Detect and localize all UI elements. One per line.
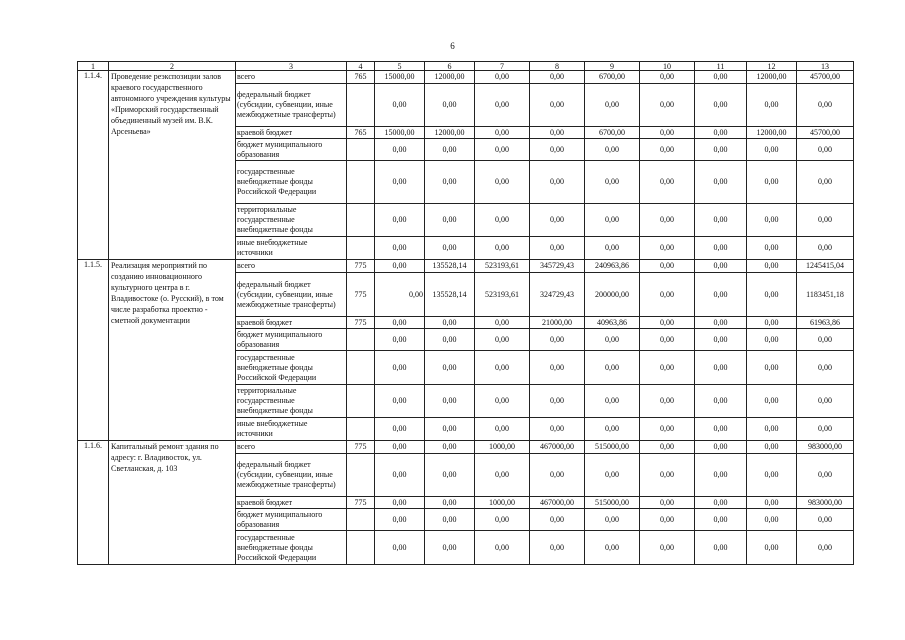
amount-cell: 0,00 — [695, 71, 747, 84]
amount-cell: 0,00 — [797, 204, 854, 237]
amount-cell: 0,00 — [475, 237, 530, 260]
amount-cell: 6700,00 — [585, 127, 640, 139]
table-row — [78, 441, 854, 454]
amount-cell: 0,00 — [797, 237, 854, 260]
funding-source: иные внебюджетные источники — [236, 418, 347, 441]
column-header: 9 — [585, 62, 640, 71]
amount-cell: 0,00 — [695, 531, 747, 565]
funding-source: бюджет муниципального образования — [236, 139, 347, 161]
amount-cell: 0,00 — [475, 139, 530, 161]
amount-cell: 0,00 — [695, 385, 747, 418]
amount-cell: 345729,43 — [530, 260, 585, 273]
page-number: 6 — [450, 41, 455, 51]
amount-cell: 0,00 — [475, 161, 530, 204]
amount-cell: 0,00 — [375, 385, 425, 418]
amount-cell: 523193,61 — [475, 273, 530, 317]
amount-cell: 467000,00 — [530, 441, 585, 454]
amount-cell: 0,00 — [695, 127, 747, 139]
amount-cell: 0,00 — [425, 204, 475, 237]
code-cell — [347, 509, 375, 531]
budget-table-body — [78, 62, 854, 565]
amount-cell: 0,00 — [640, 329, 695, 351]
amount-cell: 45700,00 — [797, 127, 854, 139]
funding-source: всего — [236, 71, 347, 84]
amount-cell: 0,00 — [425, 385, 475, 418]
budget-table — [77, 61, 854, 565]
amount-cell: 0,00 — [375, 418, 425, 441]
amount-cell: 0,00 — [375, 531, 425, 565]
amount-cell: 0,00 — [585, 161, 640, 204]
amount-cell: 0,00 — [375, 454, 425, 497]
amount-cell: 0,00 — [640, 351, 695, 385]
amount-cell: 0,00 — [425, 509, 475, 531]
amount-cell: 12000,00 — [747, 127, 797, 139]
funding-source: всего — [236, 441, 347, 454]
amount-cell: 40963,86 — [585, 317, 640, 329]
amount-cell: 12000,00 — [425, 127, 475, 139]
amount-cell: 0,00 — [375, 351, 425, 385]
amount-cell: 0,00 — [695, 351, 747, 385]
amount-cell: 0,00 — [695, 454, 747, 497]
amount-cell: 0,00 — [747, 204, 797, 237]
funding-source: бюджет муниципального образования — [236, 329, 347, 351]
amount-cell: 0,00 — [695, 317, 747, 329]
amount-cell: 0,00 — [530, 418, 585, 441]
amount-cell: 0,00 — [640, 509, 695, 531]
measure-code: 1.1.6. — [78, 441, 109, 565]
amount-cell: 0,00 — [585, 531, 640, 565]
amount-cell: 0,00 — [530, 71, 585, 84]
code-cell — [347, 531, 375, 565]
amount-cell: 0,00 — [747, 317, 797, 329]
amount-cell: 0,00 — [747, 418, 797, 441]
amount-cell: 0,00 — [747, 509, 797, 531]
amount-cell: 983000,00 — [797, 497, 854, 509]
amount-cell: 467000,00 — [530, 497, 585, 509]
amount-cell: 0,00 — [695, 418, 747, 441]
table-row — [78, 260, 854, 273]
amount-cell: 0,00 — [425, 161, 475, 204]
amount-cell: 21000,00 — [530, 317, 585, 329]
column-header: 4 — [347, 62, 375, 71]
amount-cell: 0,00 — [375, 204, 425, 237]
funding-source: федеральный бюджет (субсидии, субвенции, иные межбюджетные трансферты) — [236, 273, 347, 317]
amount-cell: 135528,14 — [425, 260, 475, 273]
amount-cell: 12000,00 — [425, 71, 475, 84]
amount-cell: 0,00 — [747, 531, 797, 565]
amount-cell: 15000,00 — [375, 127, 425, 139]
amount-cell: 0,00 — [475, 531, 530, 565]
amount-cell: 0,00 — [695, 260, 747, 273]
amount-cell: 0,00 — [747, 260, 797, 273]
code-cell: 775 — [347, 497, 375, 509]
amount-cell: 0,00 — [375, 139, 425, 161]
column-header: 6 — [425, 62, 475, 71]
code-cell — [347, 237, 375, 260]
amount-cell: 0,00 — [530, 161, 585, 204]
amount-cell: 523193,61 — [475, 260, 530, 273]
amount-cell: 1245415,04 — [797, 260, 854, 273]
column-header: 10 — [640, 62, 695, 71]
amount-cell: 0,00 — [475, 127, 530, 139]
amount-cell: 0,00 — [375, 273, 425, 317]
funding-source: государственные внебюджетные фонды Российской Федерации — [236, 161, 347, 204]
column-header: 5 — [375, 62, 425, 71]
amount-cell: 0,00 — [797, 418, 854, 441]
amount-cell: 0,00 — [797, 84, 854, 127]
amount-cell: 0,00 — [530, 84, 585, 127]
amount-cell: 0,00 — [585, 351, 640, 385]
amount-cell: 0,00 — [585, 237, 640, 260]
amount-cell: 0,00 — [585, 509, 640, 531]
measure-description: Реализация мероприятий по созданию инновационного культурного центра в г. Владивостоке (о. Русский), в том числе разработка проектно - сметной документации — [109, 260, 236, 441]
funding-source: государственные внебюджетные фонды Российской Федерации — [236, 531, 347, 565]
amount-cell: 0,00 — [530, 237, 585, 260]
amount-cell: 0,00 — [475, 418, 530, 441]
amount-cell: 0,00 — [695, 441, 747, 454]
column-header: 2 — [109, 62, 236, 71]
amount-cell: 200000,00 — [585, 273, 640, 317]
amount-cell: 0,00 — [797, 139, 854, 161]
amount-cell: 0,00 — [475, 385, 530, 418]
column-header-row — [78, 62, 854, 71]
column-header: 11 — [695, 62, 747, 71]
column-header: 13 — [797, 62, 854, 71]
amount-cell: 0,00 — [475, 509, 530, 531]
amount-cell: 0,00 — [797, 385, 854, 418]
amount-cell: 0,00 — [530, 531, 585, 565]
amount-cell: 0,00 — [475, 71, 530, 84]
code-cell — [347, 139, 375, 161]
code-cell — [347, 418, 375, 441]
amount-cell: 0,00 — [375, 509, 425, 531]
amount-cell: 0,00 — [640, 260, 695, 273]
amount-cell: 0,00 — [425, 418, 475, 441]
amount-cell: 0,00 — [640, 204, 695, 237]
funding-source: краевой бюджет — [236, 497, 347, 509]
amount-cell: 0,00 — [640, 385, 695, 418]
amount-cell: 0,00 — [640, 531, 695, 565]
amount-cell: 0,00 — [640, 84, 695, 127]
funding-source: бюджет муниципального образования — [236, 509, 347, 531]
amount-cell: 1000,00 — [475, 441, 530, 454]
amount-cell: 0,00 — [375, 260, 425, 273]
column-header: 7 — [475, 62, 530, 71]
amount-cell: 0,00 — [747, 351, 797, 385]
column-header: 1 — [78, 62, 109, 71]
measure-description: Капитальный ремонт здания по адресу: г. Владивосток, ул. Светланская, д. 103 — [109, 441, 236, 565]
column-header: 8 — [530, 62, 585, 71]
amount-cell: 61963,86 — [797, 317, 854, 329]
amount-cell: 0,00 — [425, 84, 475, 127]
amount-cell: 0,00 — [695, 497, 747, 509]
amount-cell: 0,00 — [530, 509, 585, 531]
amount-cell: 45700,00 — [797, 71, 854, 84]
funding-source: всего — [236, 260, 347, 273]
code-cell — [347, 454, 375, 497]
amount-cell: 0,00 — [695, 84, 747, 127]
amount-cell: 0,00 — [375, 237, 425, 260]
amount-cell: 0,00 — [425, 441, 475, 454]
amount-cell: 0,00 — [747, 237, 797, 260]
amount-cell: 0,00 — [475, 454, 530, 497]
amount-cell: 0,00 — [425, 139, 475, 161]
column-header: 3 — [236, 62, 347, 71]
code-cell: 775 — [347, 441, 375, 454]
amount-cell: 0,00 — [530, 351, 585, 385]
amount-cell: 0,00 — [695, 204, 747, 237]
amount-cell: 0,00 — [747, 139, 797, 161]
code-cell — [347, 385, 375, 418]
amount-cell: 15000,00 — [375, 71, 425, 84]
amount-cell: 0,00 — [530, 385, 585, 418]
amount-cell: 0,00 — [640, 418, 695, 441]
amount-cell: 0,00 — [747, 497, 797, 509]
code-cell: 765 — [347, 127, 375, 139]
amount-cell: 0,00 — [530, 204, 585, 237]
funding-source: федеральный бюджет (субсидии, субвенции, иные межбюджетные трансферты) — [236, 84, 347, 127]
amount-cell: 0,00 — [425, 329, 475, 351]
amount-cell: 0,00 — [585, 329, 640, 351]
amount-cell: 0,00 — [640, 273, 695, 317]
amount-cell: 0,00 — [747, 441, 797, 454]
funding-source: федеральный бюджет (субсидии, субвенции, иные межбюджетные трансферты) — [236, 454, 347, 497]
amount-cell: 0,00 — [640, 497, 695, 509]
funding-source: краевой бюджет — [236, 127, 347, 139]
code-cell — [347, 351, 375, 385]
amount-cell: 0,00 — [695, 161, 747, 204]
amount-cell: 0,00 — [475, 84, 530, 127]
amount-cell: 0,00 — [530, 329, 585, 351]
amount-cell: 0,00 — [640, 139, 695, 161]
amount-cell: 0,00 — [797, 454, 854, 497]
amount-cell: 0,00 — [640, 71, 695, 84]
amount-cell: 0,00 — [425, 454, 475, 497]
table-row — [78, 71, 854, 84]
amount-cell: 0,00 — [747, 329, 797, 351]
amount-cell: 1183451,18 — [797, 273, 854, 317]
amount-cell: 0,00 — [375, 84, 425, 127]
amount-cell: 240963,86 — [585, 260, 640, 273]
amount-cell: 0,00 — [585, 454, 640, 497]
code-cell: 765 — [347, 71, 375, 84]
amount-cell: 12000,00 — [747, 71, 797, 84]
measure-code: 1.1.4. — [78, 71, 109, 260]
funding-source: территориальные государственные внебюджетные фонды — [236, 385, 347, 418]
amount-cell: 0,00 — [797, 351, 854, 385]
amount-cell: 0,00 — [640, 161, 695, 204]
funding-source: иные внебюджетные источники — [236, 237, 347, 260]
funding-source: краевой бюджет — [236, 317, 347, 329]
code-cell: 775 — [347, 273, 375, 317]
amount-cell: 0,00 — [747, 161, 797, 204]
amount-cell: 0,00 — [695, 509, 747, 531]
amount-cell: 0,00 — [695, 329, 747, 351]
code-cell — [347, 84, 375, 127]
amount-cell: 1000,00 — [475, 497, 530, 509]
amount-cell: 0,00 — [797, 509, 854, 531]
amount-cell: 0,00 — [425, 351, 475, 385]
measure-code: 1.1.5. — [78, 260, 109, 441]
amount-cell: 0,00 — [585, 385, 640, 418]
amount-cell: 0,00 — [640, 237, 695, 260]
amount-cell: 0,00 — [585, 139, 640, 161]
amount-cell: 0,00 — [640, 441, 695, 454]
amount-cell: 0,00 — [747, 273, 797, 317]
amount-cell: 0,00 — [475, 329, 530, 351]
amount-cell: 0,00 — [375, 441, 425, 454]
amount-cell: 0,00 — [475, 204, 530, 237]
funding-source: территориальные государственные внебюджетные фонды — [236, 204, 347, 237]
amount-cell: 0,00 — [375, 161, 425, 204]
amount-cell: 515000,00 — [585, 441, 640, 454]
amount-cell: 0,00 — [425, 317, 475, 329]
amount-cell: 0,00 — [530, 454, 585, 497]
amount-cell: 0,00 — [425, 237, 475, 260]
amount-cell: 0,00 — [747, 84, 797, 127]
amount-cell: 0,00 — [747, 454, 797, 497]
code-cell: 775 — [347, 260, 375, 273]
amount-cell: 0,00 — [530, 127, 585, 139]
amount-cell: 0,00 — [375, 317, 425, 329]
amount-cell: 0,00 — [475, 317, 530, 329]
amount-cell: 0,00 — [530, 139, 585, 161]
funding-source: государственные внебюджетные фонды Российской Федерации — [236, 351, 347, 385]
amount-cell: 0,00 — [695, 273, 747, 317]
amount-cell: 0,00 — [375, 497, 425, 509]
amount-cell: 0,00 — [797, 161, 854, 204]
amount-cell: 0,00 — [797, 329, 854, 351]
amount-cell: 0,00 — [425, 497, 475, 509]
amount-cell: 0,00 — [695, 139, 747, 161]
amount-cell: 0,00 — [747, 385, 797, 418]
code-cell — [347, 161, 375, 204]
amount-cell: 0,00 — [375, 329, 425, 351]
amount-cell: 0,00 — [585, 204, 640, 237]
measure-description: Проведение реэкспозиции залов краевого государственного автономного учреждения культуры «Приморский государственный объединенный музей им. В.К. Арсеньева» — [109, 71, 236, 260]
amount-cell: 515000,00 — [585, 497, 640, 509]
amount-cell: 0,00 — [797, 531, 854, 565]
amount-cell: 0,00 — [640, 454, 695, 497]
amount-cell: 0,00 — [585, 84, 640, 127]
code-cell: 775 — [347, 317, 375, 329]
amount-cell: 983000,00 — [797, 441, 854, 454]
code-cell — [347, 204, 375, 237]
amount-cell: 324729,43 — [530, 273, 585, 317]
amount-cell: 0,00 — [640, 317, 695, 329]
amount-cell: 0,00 — [475, 351, 530, 385]
amount-cell: 0,00 — [695, 237, 747, 260]
amount-cell: 135528,14 — [425, 273, 475, 317]
amount-cell: 6700,00 — [585, 71, 640, 84]
code-cell — [347, 329, 375, 351]
amount-cell: 0,00 — [425, 531, 475, 565]
column-header: 12 — [747, 62, 797, 71]
amount-cell: 0,00 — [640, 127, 695, 139]
amount-cell: 0,00 — [585, 418, 640, 441]
